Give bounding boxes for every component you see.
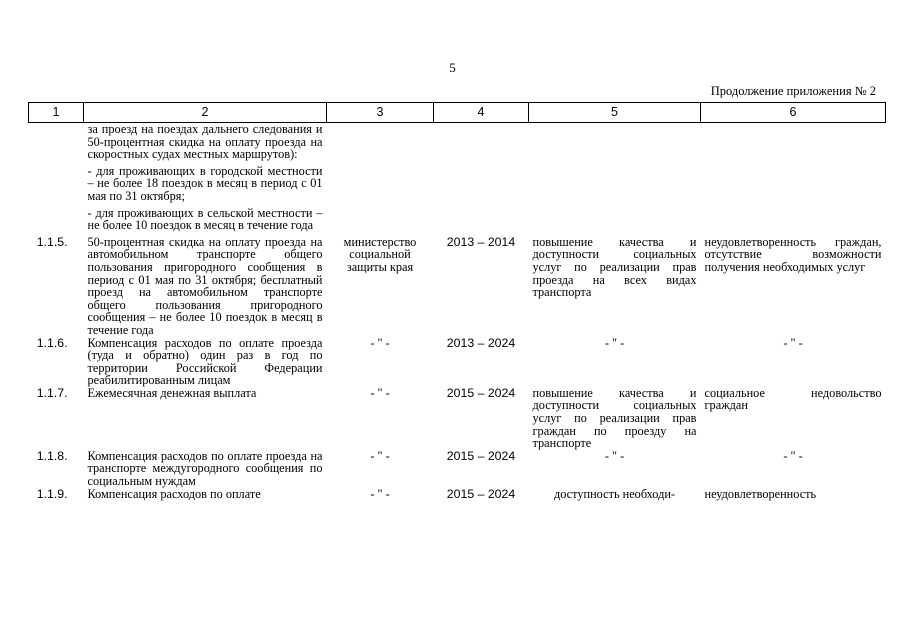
expected-result (529, 123, 701, 236)
expected-result: повышение качества и доступности социальных услуг по реализации прав проезда на всех видах транспорта (532, 234, 697, 300)
measure-description (84, 488, 327, 501)
measure-description (84, 450, 327, 488)
measure-paragraph: - для проживающих в городской местности – не более 18 поездок в месяц в период с 01 мая по 31 октября; (87, 163, 323, 203)
executor: - " - (370, 486, 390, 501)
header-col-4: 4 (434, 103, 529, 123)
row-number: 1.1.7. (36, 385, 68, 400)
executor: министерство социальной защиты края (343, 234, 417, 274)
consequence: неудовлетворенность граждан, отсутствие возможности получения необходимых услуг (704, 234, 882, 274)
table-row (29, 488, 886, 501)
measure-paragraph: за проезд на поездах дальнего следования и 50-процентная скидка на оплату проезда на скоростных судах местных маршрутов): (87, 122, 323, 162)
measure-paragraph: Компенсация расходов по оплате проезда на транспорте междугородного сообщения по социальным нуждам (87, 448, 323, 489)
expected-result: - " - (604, 335, 625, 350)
measure-paragraph: Компенсация расходов по оплате (87, 486, 261, 501)
measure-paragraph: Ежемесячная денежная выплата (87, 385, 257, 400)
row-number: 1.1.8. (36, 448, 68, 463)
measure-description (84, 337, 327, 387)
period (434, 123, 529, 236)
period: 2015 – 2024 (446, 448, 516, 463)
consequence: социальное недовольство граждан (704, 385, 882, 413)
table-row (29, 123, 886, 236)
header-col-3: 3 (327, 103, 434, 123)
executor: - " - (370, 448, 390, 463)
header-col-2: 2 (84, 103, 327, 123)
period: 2015 – 2024 (446, 385, 516, 400)
row-number: 1.1.6. (36, 335, 68, 350)
measure-description (84, 123, 327, 236)
consequence: неудовлетворенность (704, 486, 817, 501)
executor: - " - (370, 385, 390, 400)
continuation-caption: Продолжение приложения № 2 (710, 84, 876, 98)
row-number (29, 123, 84, 236)
expected-result: повышение качества и доступности социальных услуг по реализации прав граждан по проезду на транспорте (532, 385, 697, 451)
table-row (29, 387, 886, 450)
header-col-5: 5 (529, 103, 701, 123)
page-number: 5 (449, 60, 456, 75)
executor (327, 123, 434, 236)
header-row (29, 103, 886, 123)
table-row (29, 450, 886, 488)
expected-result: доступность необходи- (553, 486, 676, 501)
measure-paragraph: 50-процентная скидка на оплату проезда на автомобильном транспорте общего пользования пригородного сообщения в период с 01 мая по 31 октября; бесплатный проезд на автомобильном транспорте общего пользования пригородного сообщения – не более 10 поездок в месяц в течение года (87, 234, 323, 337)
period: 2013 – 2014 (446, 234, 516, 249)
measure-description (84, 236, 327, 337)
table-row (29, 337, 886, 387)
measure-paragraph: - для проживающих в сельской местности – не более 10 поездок в месяц в течение года (87, 205, 323, 233)
period: 2015 – 2024 (446, 486, 516, 501)
consequence: - " - (783, 448, 803, 463)
measure-paragraph: Компенсация расходов по оплате проезда (туда и обратно) один раз в год по территории Российской Федерации реабилитированным лицам (87, 335, 323, 388)
period: 2013 – 2024 (446, 335, 516, 350)
row-number: 1.1.9. (36, 486, 68, 501)
measure-description (84, 387, 327, 450)
consequence: - " - (783, 335, 803, 350)
measures-table (28, 102, 886, 500)
row-number: 1.1.5. (36, 234, 68, 249)
consequence (701, 123, 886, 236)
executor: - " - (370, 335, 390, 350)
header-col-6: 6 (701, 103, 886, 123)
expected-result: - " - (604, 448, 625, 463)
table-row (29, 236, 886, 337)
header-col-1: 1 (29, 103, 84, 123)
